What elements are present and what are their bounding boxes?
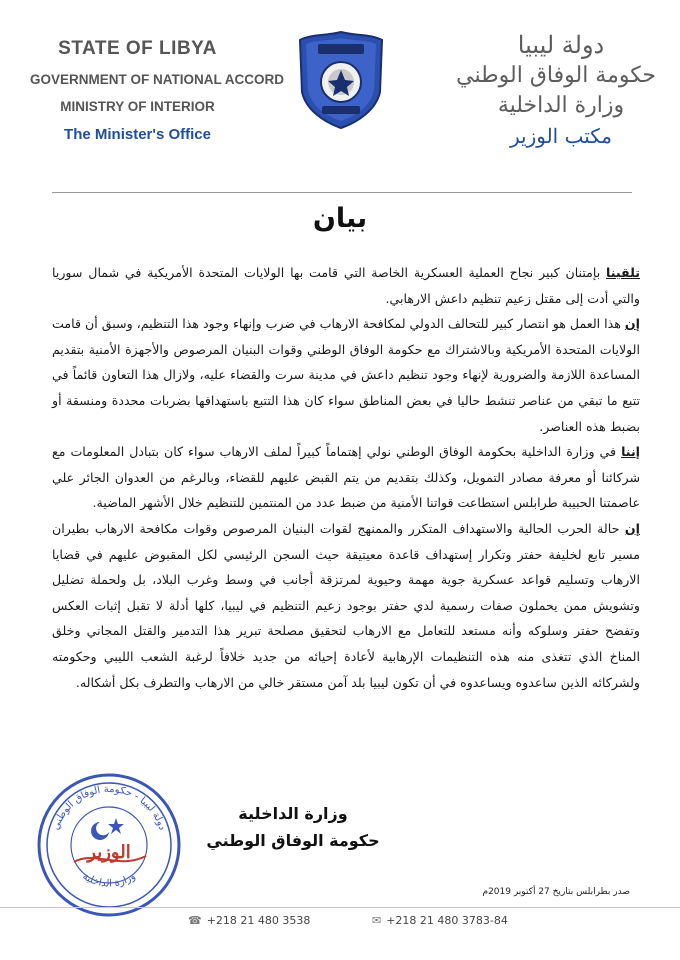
- paragraph-3: [52, 439, 640, 516]
- paragraph-lead: إننا: [621, 444, 640, 460]
- seal-bottom-text: وزارة الداخلية: [80, 871, 138, 890]
- seal-minister-signature: الوزير: [87, 842, 131, 863]
- seal-top-text: دولة ليبيا - حكومة الوفاق الوطني: [50, 783, 168, 832]
- footer-phone-number: +218 21 480 3538: [206, 914, 311, 927]
- footer-phone: [188, 914, 310, 927]
- paragraph-2: [52, 311, 640, 439]
- footer-divider: [0, 907, 680, 908]
- ministry-seal-stamp: [34, 770, 184, 920]
- crescent-icon: [91, 822, 109, 840]
- header-office: The Minister's Office: [64, 126, 211, 143]
- paragraph-lead: إن: [624, 520, 640, 536]
- signature-government: حكومة الوفاق الوطني: [206, 831, 380, 850]
- header-state: STATE OF LIBYA: [58, 38, 217, 59]
- star-icon: [108, 818, 124, 834]
- header-ar-ministry: وزارة الداخلية: [497, 93, 625, 118]
- header-divider: [52, 192, 632, 193]
- paragraph-text: في وزارة الداخلية بحكومة الوفاق الوطني نولي إهتماماً كبيراً لملف الارهاب سواء كان بتبادل المعلومات مع شركائنا أو معرفة مصادر التمويل، وكذلك بتقديم من يتم القبض عليهم للقضاء، وبالرغم من العدوان الجائر علي عاصمتنا الحبيبة طرابلس استطاعت قواتنا الأمنية من ضبط عدد من المنتمين للتنظيم خلال الأشهر الماضية.: [52, 444, 640, 511]
- signature-block: [198, 800, 388, 854]
- header-government: GOVERNMENT OF NATIONAL ACCORD: [30, 72, 284, 87]
- signature-ministry: وزارة الداخلية: [238, 804, 348, 823]
- header-english: [30, 38, 284, 143]
- issue-date: صدر بطرابلس بتاريخ 27 أكتوبر 2019م: [482, 887, 630, 897]
- header-ministry: MINISTRY OF INTERIOR: [60, 99, 215, 114]
- paragraph-text: بإمتنان كبير نجاح العملية العسكرية الخاصة التي قامت بها الولايات المتحدة الأمريكية في شمال سوريا والتي أدت إلى مقتل زعيم تنظيم داعش الارهابي.: [52, 265, 640, 306]
- header-ar-government: حكومة الوفاق الوطني: [456, 63, 656, 88]
- paragraph-1: [52, 260, 640, 311]
- header-ar-office: مكتب الوزير: [509, 124, 613, 148]
- paragraph-lead: إن: [624, 316, 640, 332]
- fax-icon: ✉: [372, 914, 382, 927]
- footer-fax-number: +218 21 480 3783-84: [386, 914, 508, 927]
- paragraph-4: [52, 516, 640, 695]
- paragraph-text: حالة الحرب الحالية والاستهداف المتكرر والممنهج لقوات البنيان المرصوص وقوات مكافحة الارهاب بطيران مسير تابع لخليفة حفتر وتكرار إستهداف قاعدة معيتيقة حيث السجن الرئيسي لكل المقبوض عليهم في قضايا الارهاب وتسليم قواعد عسكرية جوية مهمة وحيوية لمرتزقة أجانب في وسط وغرب البلاد، بل ولحملة تضليل وتشويش ممن يحملون صفات رسمية لدي حفتر بوجود زعيم التنظيم في ليبيا، كلها أدلة لا تقبل إثبات العكس وتفضح حفتر وسلوكه وأنه مستعد للتعامل مع الارهاب لتحقيق مصلحة تبرير هذا التدمير والقتل المجاني وخلق المناخ الذي تتغذى منه هذه التنظيمات الإرهابية لأعادة إحيائه من جديد خلافاً لرغبة الشعب الليبي وحكومته ولشركائه الذين ساعدوه ويساعدوه في أن تكون ليبيا بلد آمن مستقر خالي من الارهاب والتطرف بكل أشكاله.: [52, 520, 640, 690]
- header-ar-state: دولة ليبيا: [517, 31, 605, 59]
- document-title: بيان: [312, 203, 368, 234]
- paragraph-text: هذا العمل هو انتصار كبير للتحالف الدولي لمكافحة الارهاب في ضرب وإنهاء وجود هذا التنظيم، وسبق أن قامت الولايات المتحدة الأمريكية وبالاشتراك مع حكومة الوفاق الوطني وقوات البنيان المرصوص والأجهزة الأمنية بتقديم المساعدة اللازمة والضرورية لإنهاء وجود تنظيم داعش في مدينة سرت والقضاء عليه، ولازال هذا التعاون قائماً في تتبع ما تبقي من عناصر تنشط حاليا في بعض المناطق سواء كان هذا التتبع باستهدافها بضربات محددة ومنسقة أو بضبط هذه العناصر.: [52, 316, 640, 434]
- phone-icon: ☎: [188, 914, 202, 927]
- paragraph-lead: تلقينا: [606, 265, 640, 280]
- footer-fax: [372, 914, 508, 927]
- header-arabic: [456, 30, 656, 151]
- statement-body: [52, 260, 640, 695]
- police-emblem-logo: [296, 30, 386, 130]
